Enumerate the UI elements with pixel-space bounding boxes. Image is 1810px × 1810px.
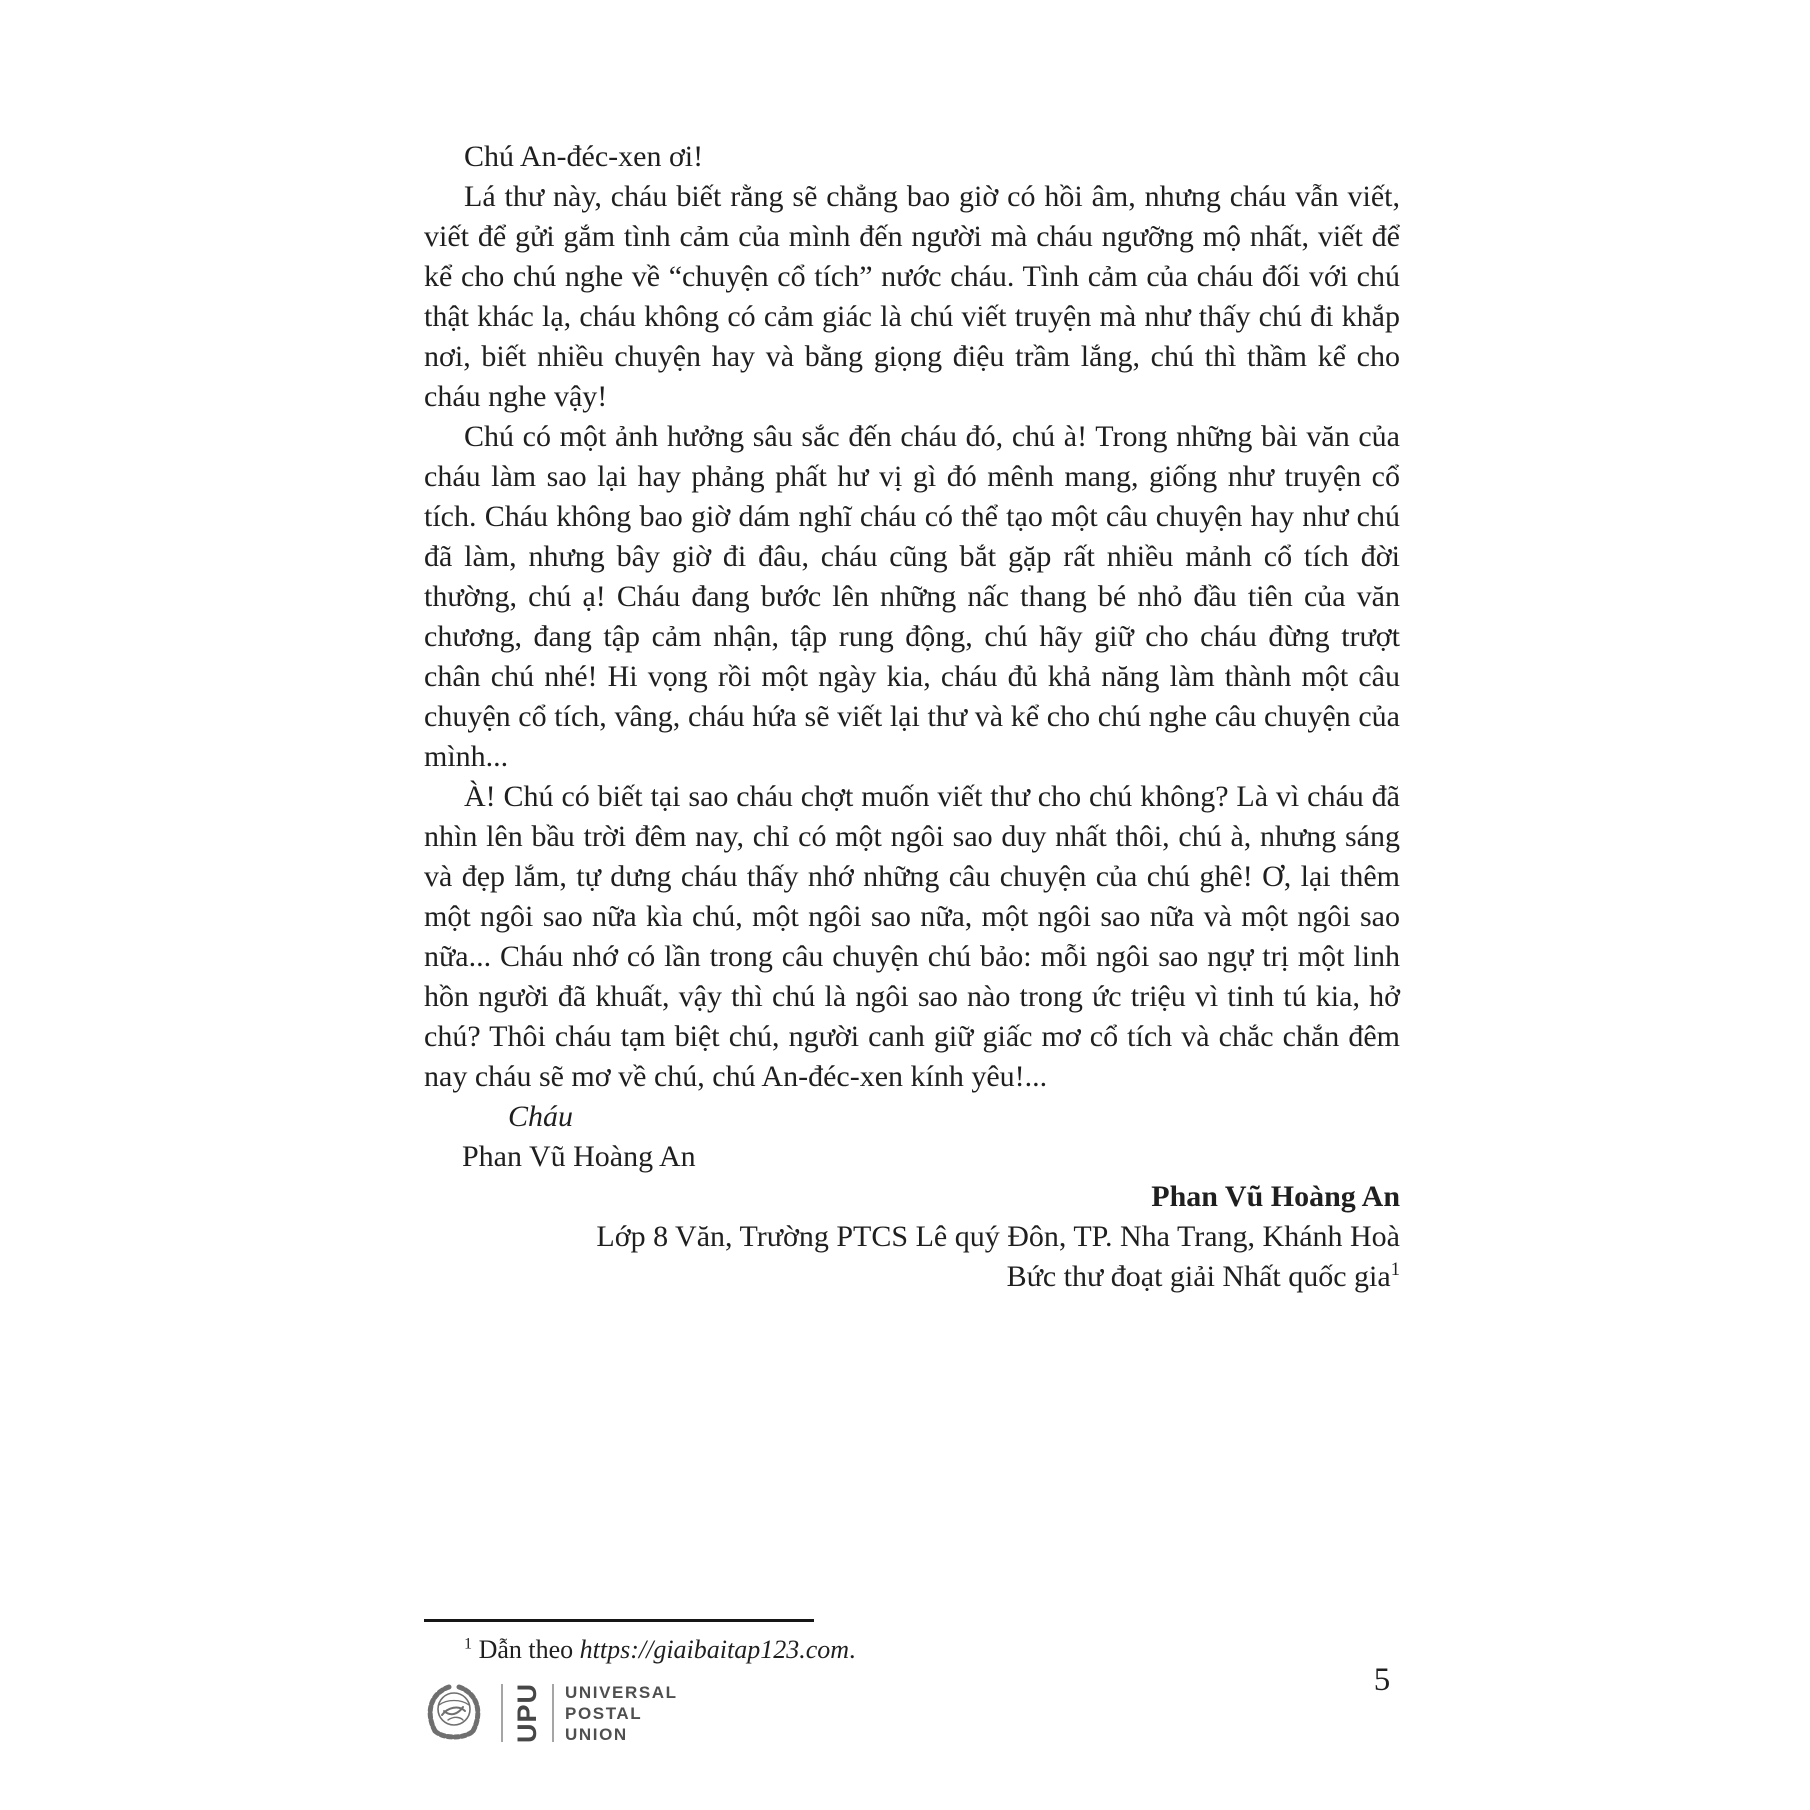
footnote-period: . xyxy=(849,1635,856,1664)
upu-wordmark-line: POSTAL xyxy=(565,1703,643,1723)
logo-divider xyxy=(552,1684,554,1742)
attribution-name: Phan Vũ Hoàng An xyxy=(1151,1180,1400,1213)
upu-emblem-icon xyxy=(418,1684,490,1742)
upu-acronym: UPU xyxy=(512,1682,542,1743)
footnote-marker: 1 xyxy=(464,1635,473,1653)
attribution-award xyxy=(424,1257,1400,1297)
attribution-award-text: Bức thư đoạt giải Nhất quốc gia xyxy=(1006,1260,1391,1293)
letter-signature-name: Phan Vũ Hoàng An xyxy=(462,1140,696,1173)
letter-closing: Cháu xyxy=(508,1100,574,1133)
upu-wordmark-line: UNION xyxy=(565,1724,628,1744)
footnote-text: Dẫn theo xyxy=(478,1635,580,1664)
footnote-url: https://giaibaitap123.com xyxy=(579,1635,850,1664)
attribution-block xyxy=(424,1177,1400,1297)
upu-wordmark-line: UNIVERSAL xyxy=(565,1682,678,1702)
page-number: 5 xyxy=(1373,1662,1391,1698)
letter-salutation: Chú An-đéc-xen ơi! xyxy=(464,140,704,173)
logo-divider xyxy=(501,1684,503,1742)
footnote xyxy=(424,1633,1400,1667)
letter-paragraph: Chú có một ảnh hưởng sâu sắc đến cháu đó, chú à! Trong những bài văn của cháu làm sao lại hay phảng phất hư vị gì đó mênh mang, giống như truyện cổ tích. Cháu không bao giờ dám nghĩ cháu có thể tạo một câu chuyện hay như chú đã làm, nhưng bây giờ đi đâu, cháu cũng bắt gặp rất nhiều mảnh cổ tích đời thường, chú ạ! Cháu đang bước lên những nấc thang bé nhỏ đầu tiên của văn chương, đang tập cảm nhận, tập rung động, chú hãy giữ cho cháu đừng trượt chân chú nhé! Hi vọng rồi một ngày kia, cháu đủ khả năng làm thành một câu chuyện cổ tích, vâng, cháu hứa sẽ viết lại thư và kể cho chú nghe câu chuyện của mình... xyxy=(424,420,1400,773)
upu-logo xyxy=(418,1682,678,1744)
letter-body xyxy=(424,137,1400,1297)
attribution-school: Lớp 8 Văn, Trường PTCS Lê quý Đôn, TP. Nha Trang, Khánh Hoà xyxy=(596,1220,1400,1253)
letter-paragraph: Lá thư này, cháu biết rằng sẽ chẳng bao giờ có hồi âm, nhưng cháu vẫn viết, viết để gửi gắm tình cảm của mình đến người mà cháu ngưỡng mộ nhất, viết để kể cho chú nghe về “chuyện cổ tích” nước cháu. Tình cảm của cháu đối với chú thật khác lạ, cháu không có cảm giác là chú viết truyện mà như thấy chú đi khắp nơi, biết nhiều chuyện hay và bằng giọng điệu trầm lắng, chú thì thầm kể cho cháu nghe vậy! xyxy=(424,180,1400,413)
footnote-ref: 1 xyxy=(1390,1259,1400,1280)
upu-wordmark xyxy=(565,1682,678,1745)
letter-paragraph: À! Chú có biết tại sao cháu chợt muốn viết thư cho chú không? Là vì cháu đã nhìn lên bầu trời đêm nay, chỉ có một ngôi sao duy nhất thôi, chú à, nhưng sáng và đẹp lắm, tự dưng cháu thấy nhớ những câu chuyện của chú ghê! Ơ, lại thêm một ngôi sao nữa kìa chú, một ngôi sao nữa, một ngôi sao nữa và một ngôi sao nữa... Cháu nhớ có lần trong câu chuyện chú bảo: mỗi ngôi sao ngự trị một linh hồn người đã khuất, vậy thì chú là ngôi sao nào trong ức triệu vì tinh tú kia, hở chú? Thôi cháu tạm biệt chú, người canh giữ giấc mơ cổ tích và chắc chắn đêm nay cháu sẽ mơ về chú, chú An-đéc-xen kính yêu!... xyxy=(424,780,1400,1093)
footnote-divider xyxy=(424,1619,814,1622)
